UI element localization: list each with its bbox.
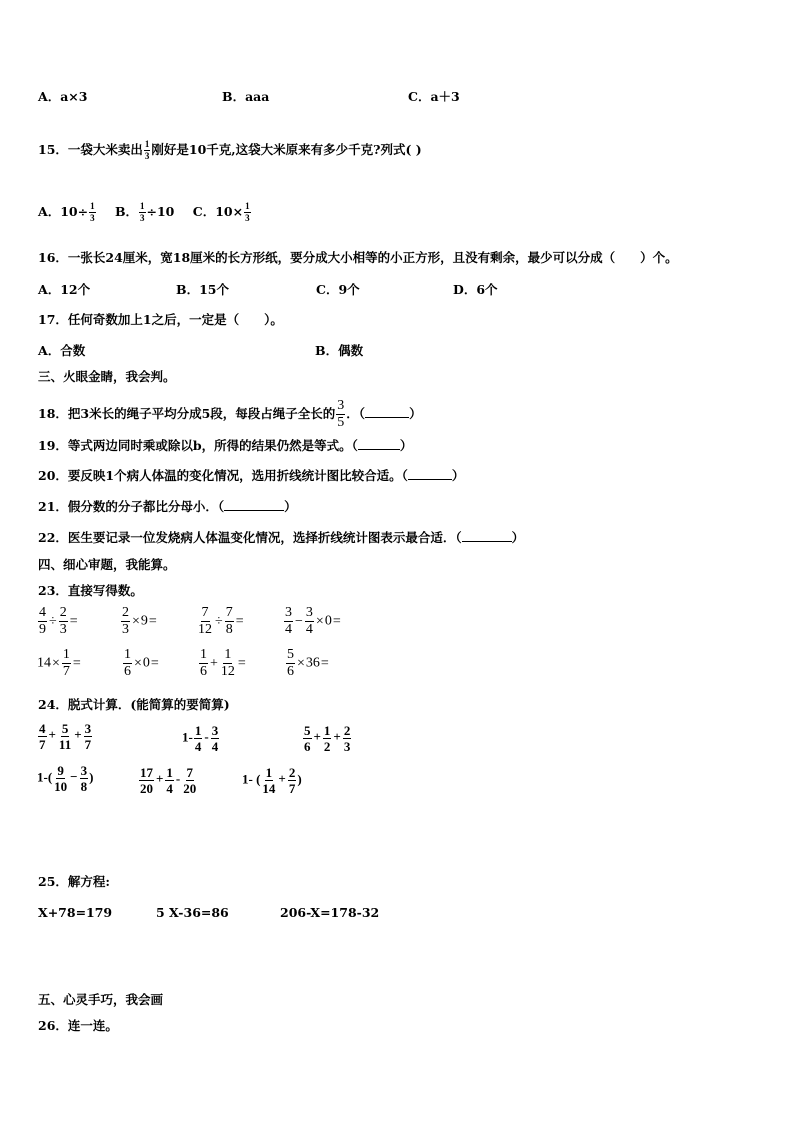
question-20: 20．要反映1个病人体温的变化情况，选用折线统计图比较合适。（ ） — [38, 468, 465, 483]
question-15: 15．一袋大米卖出 $\frac{1}{3}$ 刚好是10千克,这袋大米原来有多少千克?列式( ) — [38, 139, 422, 161]
section-3-heading: 三、火眼金睛，我会判。 — [38, 369, 176, 384]
q24-expr-3: $\frac{5}{6}$ + $\frac{1}{2}$ + $\frac{2}{3}$ — [304, 723, 351, 754]
q14-option-a: A．a×3 — [38, 89, 88, 104]
q15-option-a: A．10÷ $\frac{1}{3}$ — [38, 201, 95, 223]
question-24: 24．脱式计算．(能简算的要简算) — [38, 697, 230, 712]
q24-expr-4: 1-( $\frac{9}{10}$ − $\frac{3}{8}$ ) — [37, 763, 94, 794]
q23-expr-3: $\frac{7}{12}$ ÷ $\frac{7}{8}$ = — [198, 605, 244, 637]
q23-expr-4: $\frac{3}{4}$ − $\frac{3}{4}$ ×0= — [285, 605, 341, 637]
question-21: 21．假分数的分子都比分母小．（ ） — [38, 499, 297, 514]
section-4-heading: 四、细心审题，我能算。 — [38, 557, 176, 572]
q20-answer-blank[interactable] — [408, 479, 452, 480]
equation-1: X+78=179 — [38, 905, 113, 920]
q23-expr-6: $\frac{1}{6}$ ×0= — [124, 647, 159, 679]
q24-expr-5: $\frac{17}{20}$ + $\frac{1}{4}$ - $\frac{7}{20}$ — [140, 765, 197, 796]
q23-expr-2: $\frac{2}{3}$ ×9= — [122, 605, 157, 637]
q15-options — [38, 202, 252, 223]
q18-answer-blank[interactable] — [365, 417, 409, 418]
q19-answer-blank[interactable] — [358, 449, 400, 450]
q22-answer-blank[interactable] — [462, 541, 512, 542]
q17-option-a: A．合数 — [38, 343, 86, 358]
q16-option-d: D．6个 — [453, 282, 498, 297]
q16-option-a: A．12个 — [38, 282, 91, 297]
question-22: 22．医生要记录一位发烧病人体温变化情况，选择折线统计图表示最合适．（ ） — [38, 530, 525, 545]
q15-option-c: C．10× $\frac{1}{3}$ — [192, 201, 250, 223]
section-5-heading: 五、心灵手巧，我会画 — [38, 992, 164, 1007]
q23-expr-7: $\frac{1}{6}$ + $\frac{1}{12}$ = — [200, 647, 246, 679]
q23-expr-5: 14× $\frac{1}{7}$ = — [37, 647, 81, 679]
q16-option-b: B．15个 — [176, 282, 229, 297]
equation-2: 5 X-36=86 — [156, 905, 229, 920]
question-23: 23．直接写得数。 — [38, 583, 143, 598]
equation-3: 206-X=178-32 — [280, 905, 380, 920]
q21-answer-blank[interactable] — [224, 510, 284, 511]
q23-expr-1: $\frac{4}{9}$ ÷ $\frac{2}{3}$ = — [39, 605, 78, 637]
q16-option-c: C．9个 — [316, 282, 360, 297]
question-19: 19．等式两边同时乘或除以b，所得的结果仍然是等式。（ ） — [38, 438, 413, 453]
question-16: 16．一张长24厘米，宽18厘米的长方形纸，要分成大小相等的小正方形，且没有剩余，最少可以分成（ ）个。 — [38, 250, 678, 265]
q14-option-b: B．aaa — [222, 89, 270, 104]
q17-option-b: B．偶数 — [315, 343, 364, 358]
q24-expr-1: $\frac{4}{7}$ + $\frac{5}{11}$ + $\frac{3}{7}$ — [39, 721, 92, 752]
q24-expr-6: 1- ( $\frac{1}{14}$ + $\frac{2}{7}$ ) — [242, 765, 302, 796]
q23-expr-8: $\frac{5}{6}$ ×36= — [287, 647, 329, 679]
question-17: 17．任何奇数加上1之后，一定是（ ）。 — [38, 312, 283, 327]
q15-option-b: B． $\frac{1}{3}$ ÷10 — [114, 201, 175, 223]
question-18: 18．把3米长的绳子平均分成5段，每段占绳子全长的 $\frac{3}{5}$ ．（ ） — [38, 398, 422, 430]
q24-expr-2: 1- $\frac{1}{4}$ - $\frac{3}{4}$ — [182, 723, 219, 754]
q14-option-c: C．a＋3 — [408, 89, 460, 104]
question-25: 25．解方程: — [38, 874, 111, 889]
question-26: 26．连一连。 — [38, 1018, 118, 1033]
